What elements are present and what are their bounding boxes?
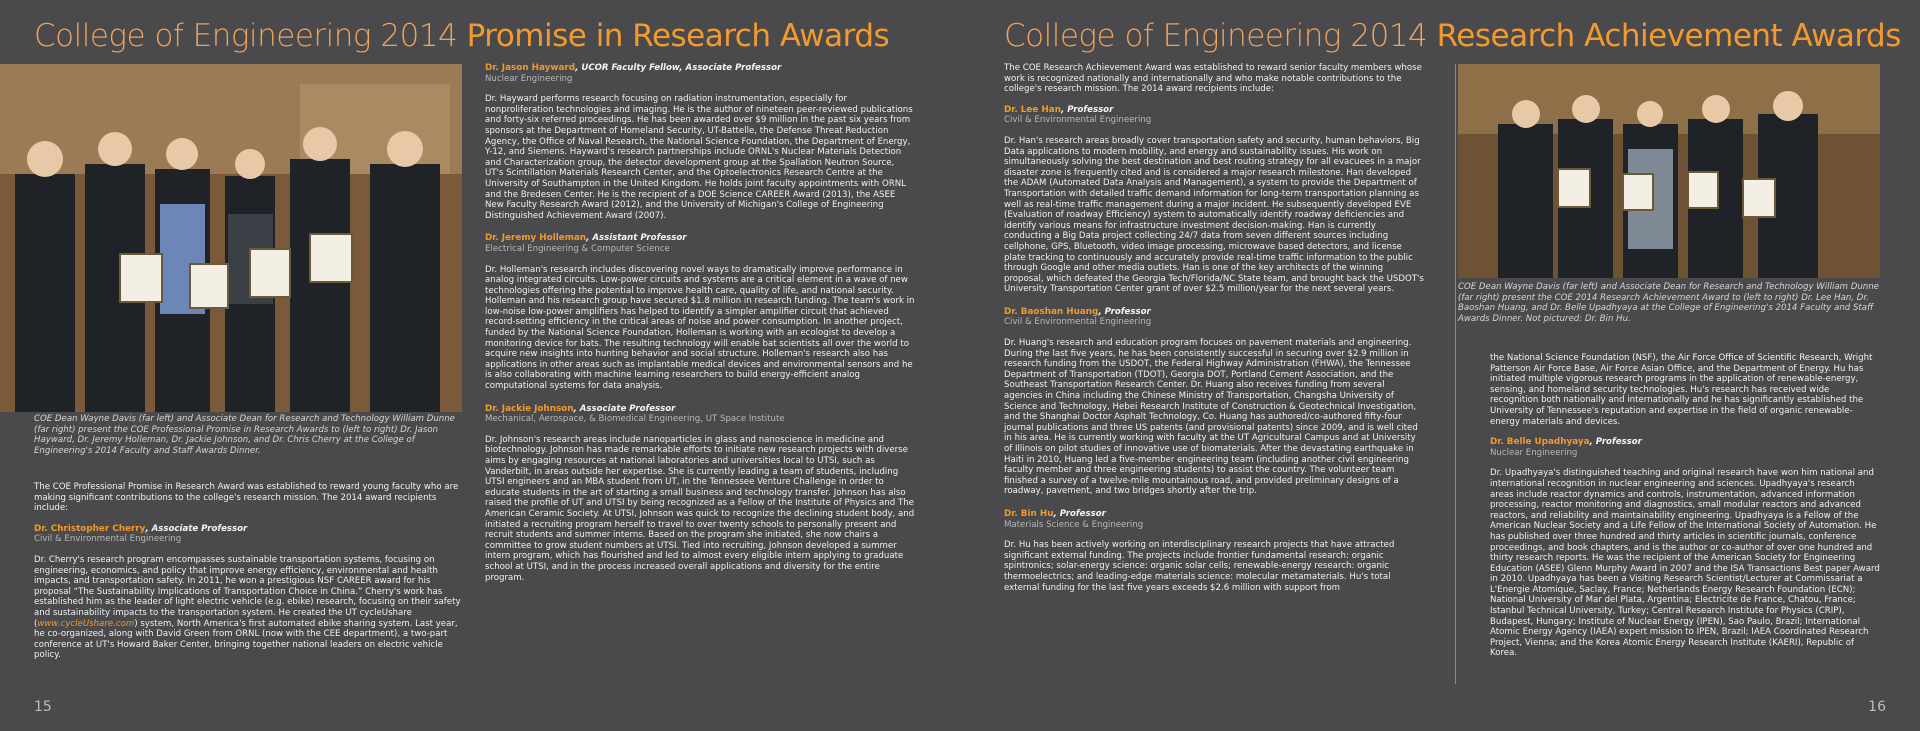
huang-bio: Dr. Huang's research and education program focuses on pavement materials and engineering. During the last five years, he has been consistently successful in securing over $2.9 million in research funding from the USDOT, the Federal Highway Administration (FHWA), the Tennessee Department of Transportation (TDOT), Georgia DOT, Portland Cement Association, and the Southeast Transportation Research Center. Dr. Huang also receives funding from several agencies in China including the Chinese Ministry of Transportation, Changsha University of Science and Technology, Hebei Research Institute of Construction & Geotechnical Investigation, and the Shanghai Doctor Asphalt Technology, Co. Huang has authored/co-authored fifty-four journal publications and three US patents (and provisional patents) since 2009, and is well cited in his area. He is currently working with faculty at the UT Agricultural Campus and at University of Illinois on pilot studies of innovative use of biomaterials. After the devastating earthquake in Haiti in 2010, Huang led a five-member engineering team (including another civil engineering faculty member and three engineering students) to assist the country. The volunteer team finished a survey of a twelve-mile mountainous road, and provided preliminary designs of a roadway, pavement, and two bridges shortly after the trip.	[1004, 338, 1418, 497]
cherry-bio-b: ) system, North America's first automated ebike sharing system. Last year, he co-organized, along with David Green from ORNL (now with the CEE department), a two-part conference at UT's Howard Baker Center, bringing together national leaders on electric vehicle policy.	[34, 618, 458, 661]
upadhyaya-bio: Dr. Upadhyaya's distinguished teaching and original research have won him national and international recognition in nuclear engineering and sciences. Upadhyaya's research areas include reactor dynamics and controls, instrumentation, advanced information processing, reactor monitoring and diagnostics, small modular reactors and advanced reactors, and reliability and maintainability engineering. Upadhyaya is a Fellow of the American Nuclear Society and a Life Fellow of the International Society of Automation. He has published over three hundred and thirty articles in scientific journals, conference proceedings, and book chapters, and is the author or co-author of over one hundred and thirty research reports. He was the recipient of the American Society for Engineering Education (ASEE) Glenn Murphy Award in 2007 and the ISA Transactions Best paper Award in 2010. Upadhyaya has been a Visiting Research Scientist/Lecturer at Commissariat a L'Energie Atomique, Saclay, France; Netherlands Energy Research Foundation (ECN); National University of Mar del Plata, Argentina; Electricite de France, Chatou, France; Istanbul Technical University, Turkey; Central Research Institute for Physics (CRIP), Budapest, Hungary; Institute of Nuclear Energy (IPEN), Sao Paulo, Brazil; International Atomic Energy Agency (IAEA) expert mission to IPEN, Brazil; IAEA Coordinated Research Project, Vienna; and the Korea Atomic Energy Research Institute (KAERI), Republic of Korea.	[1490, 468, 1880, 659]
hu-role: , Professor	[1053, 508, 1106, 519]
hayward-role: , UCOR Faculty Fellow, Associate Professor	[575, 63, 782, 73]
entry-han	[1004, 105, 1424, 295]
right-photo-illustration	[1458, 64, 1880, 278]
han-dept: Civil & Environmental Engineering	[1004, 115, 1152, 126]
johnson-dept: Mechanical, Aerospace, & Biomedical Engineering, UT Space Institute	[485, 414, 785, 425]
entry-cherry	[34, 524, 464, 661]
hu-bio-continued: the National Science Foundation (NSF), the Air Force Office of Scientific Research, Wright Patterson Air Force Base, Air Force Asian Office, and the Department of Energy. Hu has initiated multiple vigorous research programs in the application of renewable-energy, sensing, and homeland security technologies. Hu's research has received wide recognition both nationally and internationally and he has significantly established the University of Tennessee's reputation and expertise in the field of organic renewable-energy materials and devices.	[1490, 353, 1873, 427]
right-page-title	[1004, 18, 1901, 54]
hu-name: Dr. Bin Hu	[1004, 508, 1054, 519]
hu-bio: Dr. Hu has been actively working on interdisciplinary research projects that have attracted significant external funding. The projects include frontier fundamental research: organic spintronics; solar-energy science: organic solar cells; renewable-energy research: organic thermoelectrics; and leading-edge materials science: molecular metamaterials. Hu's total external funding for the last five years exceeds $2.6 million with support from	[1004, 540, 1395, 593]
holleman-role: , Assistant Professor	[586, 233, 687, 244]
entry-upadhyaya	[1490, 437, 1880, 659]
han-name: Dr. Lee Han	[1004, 104, 1061, 115]
han-role: , Professor	[1060, 104, 1114, 115]
right-page	[960, 0, 1920, 731]
upadhyaya-dept: Nuclear Engineering	[1490, 447, 1578, 458]
right-page-number: 16	[1868, 699, 1886, 715]
huang-role: , Professor	[1098, 306, 1151, 317]
hayward-dept: Nuclear Engineering	[485, 73, 573, 84]
right-column-1	[1004, 63, 1424, 605]
left-title-part-a: College of Engineering 2014	[34, 18, 467, 54]
left-award-photo	[0, 64, 462, 412]
cherry-name: Dr. Christopher Cherry	[34, 523, 146, 534]
johnson-bio: Dr. Johnson's research areas include nanoparticles in glass and nanoscience in medicine and biotechnology. Johnson has made remarkable efforts to initiate new research projects with diverse aims by engaging resources at national laboratories and universities local to UTSI, such as Vanderbilt, in areas outside her expertise. She is currently leading a team of students, including UTSI engineers and an MBA student from UT, in the Tennessee Venture Challenge in order to educate students in the art of starting a small business and technology transfer. Johnson has also raised the profile of UT and UTSI by being recognized as a Fellow of the Institute of Physics and The American Ceramic Society. At UTSI, Johnson was quick to recognize the declining student body, and initiated a recruiting program herself to travel to over twenty schools to personally present and recruit students and summer interns. Based on the program she initiated, she now chairs a committee to grow student numbers at UTSI. Tied into recruiting, Johnson developed a summer intern program, which has flourished and led to almost every eligible intern applying to graduate school at UTSI, and in the process increased overall applications and diversity for the entire program.	[485, 434, 915, 583]
promise-award-intro: The COE Professional Promise in Research Award was established to reward young faculty who are making significant contributions to the college's research mission. The 2014 award recipients include:	[34, 482, 459, 514]
huang-name: Dr. Baoshan Huang	[1004, 306, 1099, 317]
han-bio: Dr. Han's research areas broadly cover transportation safety and security, human behaviors, Big Data applications to modern mobility, and energy and sustainability issues. His work on simultaneously solving the best destination and best routing strategy for all evacuees in a major disaster zone is frequently cited and is considered a major research milestone. Han developed the ADAM (Automated Data Analysis and Management), a system to provide the Department of Transportation with detailed traffic demand information for long-term transportation planning as well as real-time traffic management during a major incident. He subsequently developed EVE (Evaluation of roadway Efficiency) system to automatically identify roadway deficiencies and identify various means for infrastructure investment decision-making. Han is currently conducting a Big Data project collecting 24/7 data from seven different sources including cellphone, GPS, Bluetooth, video image processing, microwave based detectors, and license plate tracking to continuously and accurately provide real-time traffic information to the public through Google and other media outlets. Han is one of the key architects of the winning proposal, which defeated the Georgia Tech/Florida/NC State team, and brought back the USDOT's University Transportation Center grant of over $2.5 million/year for the next several years.	[1004, 135, 1424, 295]
cherry-dept: Civil & Environmental Engineering	[34, 534, 182, 545]
cherry-bio	[34, 555, 464, 661]
huang-dept: Civil & Environmental Engineering	[1004, 317, 1152, 328]
entry-hu	[1004, 509, 1424, 593]
upadhyaya-role: , Professor	[1589, 437, 1642, 448]
holleman-name: Dr. Jeremy Holleman	[485, 233, 587, 244]
hayward-name: Dr. Jason Hayward	[485, 63, 576, 73]
hayward-bio: Dr. Hayward performs research focusing on radiation instrumentation, especially for nonproliferation technologies and imaging. He is the author of nineteen peer-reviewed publications and forty-six referred proceedings. He has been awarded over $9 million in the past six years from sponsors at the Department of Homeland Security, UT-Battelle, the Defense Threat Reduction Agency, the Office of Naval Research, the National Science Foundation, the Department of Energy, Y-12, and Siemens. Hayward's research partnerships include ORNL's Nuclear Materials Detection and Characterization group, the detector development group at the Spallation Neutron Source, UT's Scintillation Materials Research Center, and the Optoelectronics Research Centre at the University of Southampton in the United Kingdom. He holds joint faculty appointments with ORNL and the Bredesen Center. He is the recipient of a DOE Science CAREER Award (2013), the ASEE New Faculty Research Award (2012), and the University of Michigan's College of Engineering Distinguished Achievement Award (2007).	[485, 94, 913, 221]
left-page-title	[34, 18, 889, 54]
right-title-part-a: College of Engineering 2014	[1004, 18, 1437, 54]
left-photo-caption: COE Dean Wayne Davis (far left) and Associate Dean for Research and Technology William Dunne (far right) present the COE Professional Promise in Research Awards to (left to right) Dr. Jason Hayward, Dr. Jeremy Holleman, Dr. Jackie Johnson, and Dr. Chris Cherry at the College of Engineering's 2014 Faculty and Staff Awards Dinner.	[34, 414, 455, 456]
left-title-part-b: Promise in Research Awards	[466, 18, 890, 54]
entry-hayward	[485, 63, 915, 221]
research-award-intro: The COE Research Achievement Award was established to reward senior faculty members whose work is recognized nationally and internationally and who make notable contributions to the college's research mission. The 2014 award recipients include:	[1004, 63, 1422, 95]
holleman-bio: Dr. Holleman's research includes discovering novel ways to dramatically improve performance in analog integrated circuits. Low-power circuits and systems are a critical element in a wave of new technologies offering the potential to improve health care, quality of life, and national security. Holleman and his research group have secured $1.8 million in research funding. The team's work in low-noise low-power amplifiers has helped to identify a simpler amplifier circuit that achieved record-setting efficiency in the critical areas of noise and power consumption. In another project, funded by the National Science Foundation, Holleman is working with an ecologist to develop a monitoring device for bats. The resulting technology will enable bat scientists all over the world to acquire new insights into hunting behavior and social structure. Holleman's research also has applications in other areas such as implantable medical devices and environmental sensors and he is also collaborating with machine learning researchers to build energy-efficient analog computational systems for data analysis.	[485, 264, 915, 392]
johnson-name: Dr. Jackie Johnson	[485, 403, 574, 414]
left-photo-illustration	[0, 64, 462, 412]
right-award-photo	[1458, 64, 1880, 278]
right-column-2	[1490, 353, 1880, 671]
holleman-dept: Electrical Engineering & Computer Science	[485, 243, 670, 254]
right-title-part-b: Research Achievement Awards	[1436, 18, 1901, 54]
entry-johnson	[485, 404, 915, 584]
left-column-1	[34, 482, 464, 673]
cycleushare-link[interactable]: www.cycleUshare.com	[37, 618, 135, 629]
cherry-bio-a: Dr. Cherry's research program encompasses sustainable transportation systems, focusing on engineering, economics, and policy that improve energy efficiency, environmental and health impacts, and transportation safety. In 2011, he won a prestigious NSF CAREER award for his proposal “The Sustainability Implications of Transportation Choice in China.” Cherry's work has established him as the leader of light electric vehicle (e.g. ebike) research, focusing on their safety and sustainability impacts to the transportation system. He created the UT cycleUshare (	[34, 554, 461, 629]
left-column-2	[485, 63, 915, 595]
left-page-number: 15	[34, 699, 52, 715]
entry-holleman	[485, 233, 915, 391]
cherry-role: , Associate Professor	[145, 523, 248, 534]
upadhyaya-name: Dr. Belle Upadhyaya	[1490, 437, 1590, 448]
hu-dept: Materials Science & Engineering	[1004, 519, 1144, 530]
entry-huang	[1004, 307, 1424, 497]
right-column-divider	[1455, 64, 1456, 684]
johnson-role: , Associate Professor	[573, 403, 676, 414]
right-photo-caption: COE Dean Wayne Davis (far left) and Associate Dean for Research and Technology William Dunne (far right) present the COE 2014 Research Achievement Award to (left to right) Dr. Lee Han, Dr. Baoshan Huang, and Dr. Belle Upadhyaya at the College of Engineering's 2014 Faculty and Staff Awards Dinner. Not pictured: Dr. Bin Hu.	[1458, 282, 1879, 324]
